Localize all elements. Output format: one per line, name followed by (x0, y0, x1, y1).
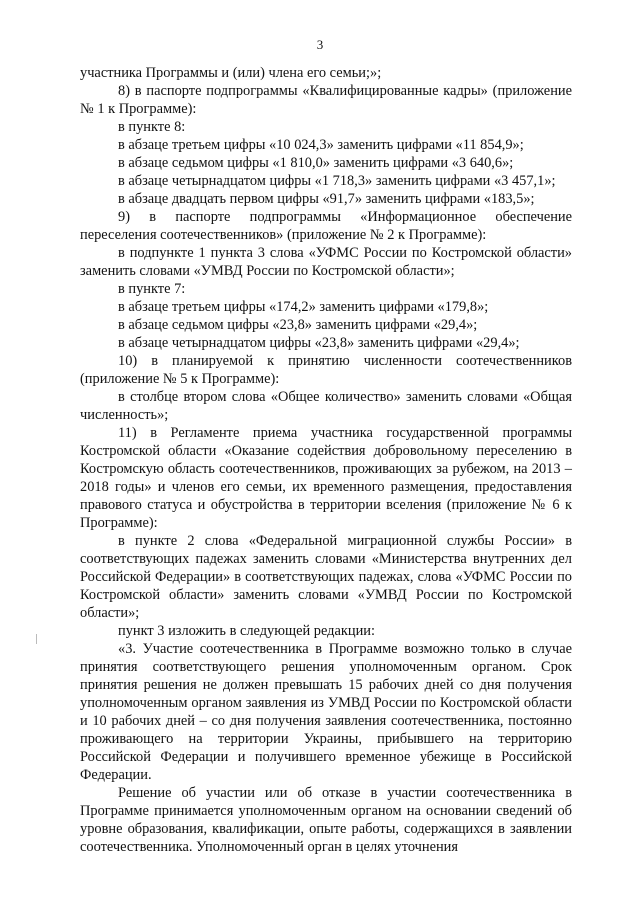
paragraph-amendment: в абзаце третьем цифры «174,2» заменить цифрами «179,8»; (118, 299, 489, 315)
paragraph-amendment: в абзаце четырнадцатом цифры «23,8» заменить цифрами «29,4»; (118, 335, 520, 351)
paragraph-item-10: 10) в планируемой к принятию численности соотечественников (приложение № 5 к Программе): (80, 353, 572, 387)
document-body (80, 64, 572, 856)
margin-mark (36, 634, 40, 644)
paragraph-amendment: в столбце втором слова «Общее количество» заменить словами «Общая численность»; (80, 389, 572, 423)
page-number: 3 (316, 37, 324, 52)
paragraph-amendment: в абзаце седьмом цифры «23,8» заменить цифрами «29,4»; (118, 317, 478, 333)
paragraph-point-7: в пункте 7: (118, 281, 186, 297)
paragraph-point-8: в пункте 8: (118, 119, 186, 135)
paragraph-decision: Решение об участии или об отказе в участии соотечественника в Программе принимается уполномоченным органом на основании сведений об уровне образования, квалификации, опыте работы, содержащихся в заявлении соотечественника. Уполномоченный орган в целях уточнения (80, 785, 572, 855)
paragraph-amendment: в абзаце двадцать первом цифры «91,7» заменить цифрами «183,5»; (118, 191, 535, 207)
paragraph-amendment: в абзаце четырнадцатом цифры «1 718,3» заменить цифрами «3 457,1»; (118, 173, 556, 189)
paragraph-continuation: участника Программы и (или) члена его семьи;»; (80, 65, 382, 81)
paragraph-item-9: 9) в паспорте подпрограммы «Информационное обеспечение переселения соотечественников» (приложение № 2 к Программе): (80, 209, 572, 243)
paragraph-item-11: 11) в Регламенте приема участника государственной программы Костромской области «Оказание содействия добровольному переселению в Костромскую область соотечественников, проживающих за рубежом, на 2013 – 2018 годы» и членов его семьи, их временного размещения, предоставления правового статуса и обустройства в территории вселения (приложение № 6 к Программе): (80, 425, 572, 531)
paragraph-item-8: 8) в паспорте подпрограммы «Квалифицированные кадры» (приложение № 1 к Программе): (80, 83, 572, 117)
paragraph-amendment: в подпункте 1 пункта 3 слова «УФМС России по Костромской области» заменить словами «УМВД России по Костромской области»; (80, 245, 572, 279)
paragraph-amendment: в пункте 2 слова «Федеральной миграционной службы России» в соответствующих падежах заменить словами «Министерства внутренних дел Российской Федерации» в соответствующих падежах, слова «УФМС России по Костромской области» заменить словами «УМВД России по Костромской области»; (80, 533, 572, 621)
paragraph-point-3-intro: пункт 3 изложить в следующей редакции: (118, 623, 375, 639)
paragraph-amendment: в абзаце седьмом цифры «1 810,0» заменить цифрами «3 640,6»; (118, 155, 514, 171)
paragraph-quoted-point-3: «3. Участие соотечественника в Программе возможно только в случае принятия соответствующего решения уполномоченным органом. Срок принятия решения не должен превышать 15 рабочих дней со дня получения уполномоченным органом заявления из УМВД России по Костромской области и 10 рабочих дней – со дня получения заявления соотечественника, постоянно проживающего на территории Украины, прибывшего на территорию Российской Федерации и получившего временное убежище в Российской Федерации. (80, 641, 572, 783)
paragraph-amendment: в абзаце третьем цифры «10 024,3» заменить цифрами «11 854,9»; (118, 137, 524, 153)
